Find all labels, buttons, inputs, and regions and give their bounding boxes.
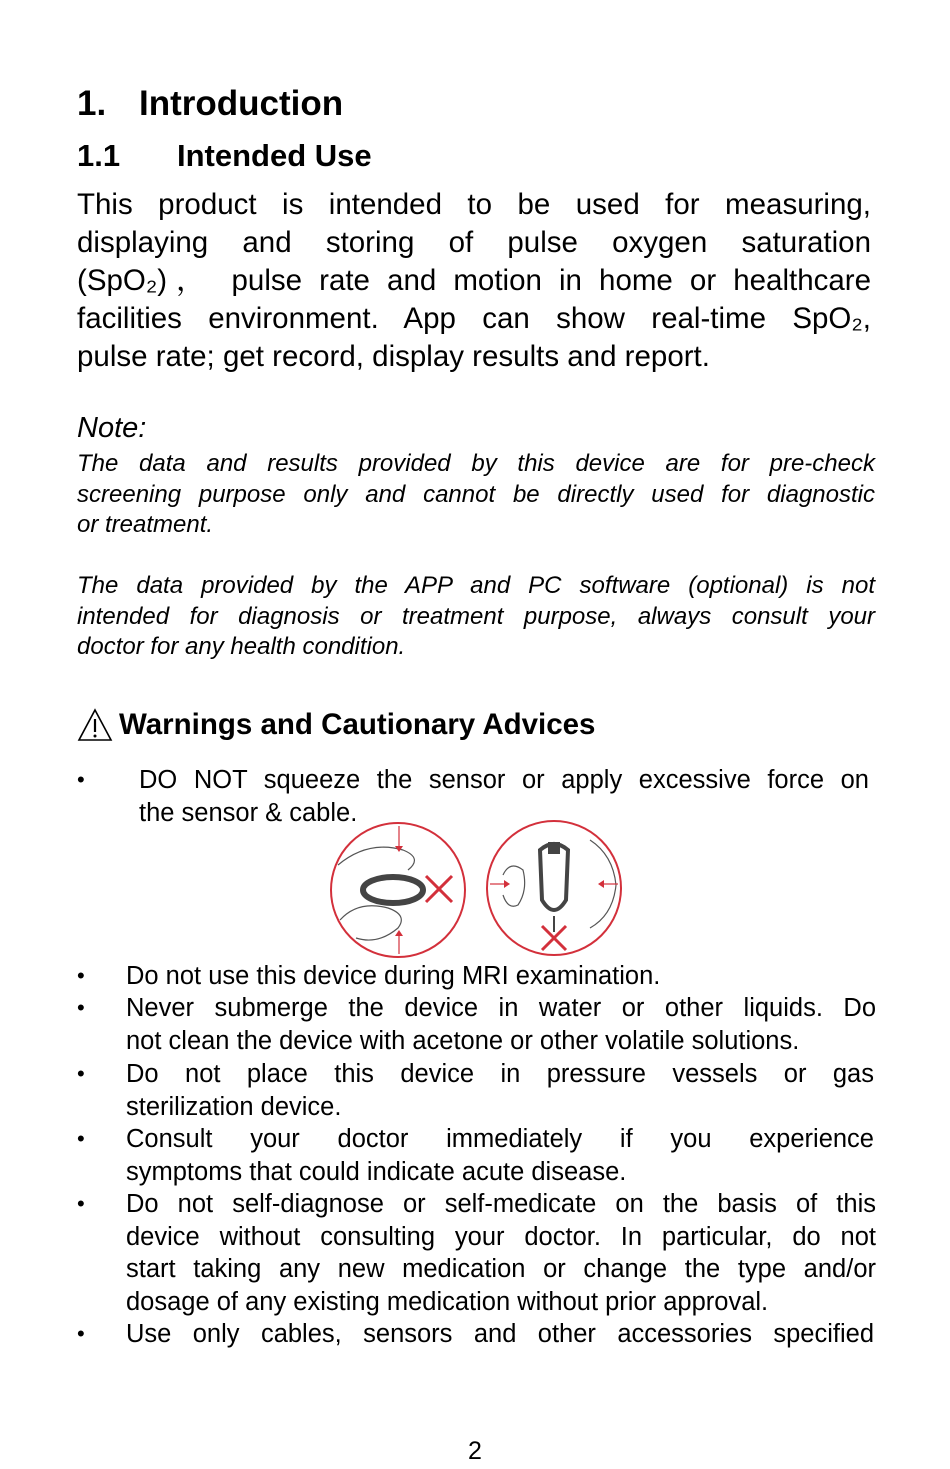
warning-line: DO NOT squeeze the sensor or apply excessive force on xyxy=(139,766,869,794)
warning-item-text xyxy=(126,1318,874,1351)
warnings-title: Warnings and Cautionary Advices xyxy=(119,708,596,741)
warning-line: start taking any new medication or change the type and/or xyxy=(126,1255,876,1283)
paragraph-line: (SpO₂)， pulse rate and motion in home or healthcare xyxy=(77,264,871,297)
warning-line: not clean the device with acetone or other volatile solutions. xyxy=(126,1026,800,1055)
warnings-heading xyxy=(77,708,595,742)
note-line: intended for diagnosis or treatment purpose, always consult your xyxy=(77,602,875,630)
warning-item-text xyxy=(126,960,874,993)
warning-line: Use only cables, sensors and other accessories specified xyxy=(126,1320,874,1348)
subsection-title: Intended Use xyxy=(177,138,372,173)
warning-line: Never submerge the device in water or other liquids. Do xyxy=(126,994,876,1022)
warning-line: Do not use this device during MRI examination. xyxy=(126,962,661,990)
warning-item-text xyxy=(126,992,876,1057)
do-not-squeeze-illustration xyxy=(328,820,628,960)
warning-line: dosage of any existing medication without prior approval. xyxy=(126,1287,769,1316)
note-paragraph-1 xyxy=(77,449,875,541)
paragraph-line: displaying and storing of pulse oxygen saturation xyxy=(77,226,871,259)
bend-sensor-illustration xyxy=(487,821,621,955)
bullet: • xyxy=(77,1061,85,1086)
warning-triangle-icon xyxy=(77,708,113,742)
page-number: 2 xyxy=(468,1437,482,1465)
warning-line: Consult your doctor immediately if you experience xyxy=(126,1125,874,1153)
note-line: screening purpose only and cannot be directly used for diagnostic xyxy=(77,480,875,508)
warning-item-text xyxy=(126,1123,874,1188)
bullet: • xyxy=(77,995,85,1020)
section-heading xyxy=(77,84,343,124)
note-line: or treatment. xyxy=(77,511,214,538)
note-paragraph-2 xyxy=(77,571,875,663)
intended-use-paragraph xyxy=(77,186,871,376)
bullet: • xyxy=(77,1126,85,1151)
warning-item-text xyxy=(126,1188,876,1318)
bullet: • xyxy=(77,1321,85,1346)
warning-item-text xyxy=(126,1058,874,1123)
note-line: The data provided by the APP and PC software (optional) is not xyxy=(77,572,875,599)
squeeze-ring-illustration xyxy=(331,823,465,957)
note-line: doctor for any health condition. xyxy=(77,633,406,660)
bullet: • xyxy=(77,963,85,988)
warning-line: Do not place this device in pressure vessels or gas xyxy=(126,1060,874,1088)
warning-line: symptoms that could indicate acute disease. xyxy=(126,1157,627,1186)
section-title: Introduction xyxy=(139,84,344,123)
note-line: The data and results provided by this device are for pre-check xyxy=(77,450,875,477)
paragraph-line: This product is intended to be used for measuring, xyxy=(77,188,871,221)
warning-line: device without consulting your doctor. In particular, do not xyxy=(126,1222,876,1251)
warning-line: Do not self-diagnose or self-medicate on the basis of this xyxy=(126,1190,876,1218)
paragraph-line: facilities environment. App can show real-time SpO₂, xyxy=(77,302,871,335)
bullet: • xyxy=(77,767,85,792)
subsection-number: 1.1 xyxy=(77,138,121,173)
section-number: 1. xyxy=(77,84,107,123)
note-title: Note: xyxy=(77,412,147,444)
paragraph-line: pulse rate; get record, display results and report. xyxy=(77,340,710,373)
subsection-heading xyxy=(77,138,372,174)
bullet: • xyxy=(77,1191,85,1216)
warning-line: the sensor & cable. xyxy=(139,798,358,827)
warning-line: sterilization device. xyxy=(126,1092,342,1121)
